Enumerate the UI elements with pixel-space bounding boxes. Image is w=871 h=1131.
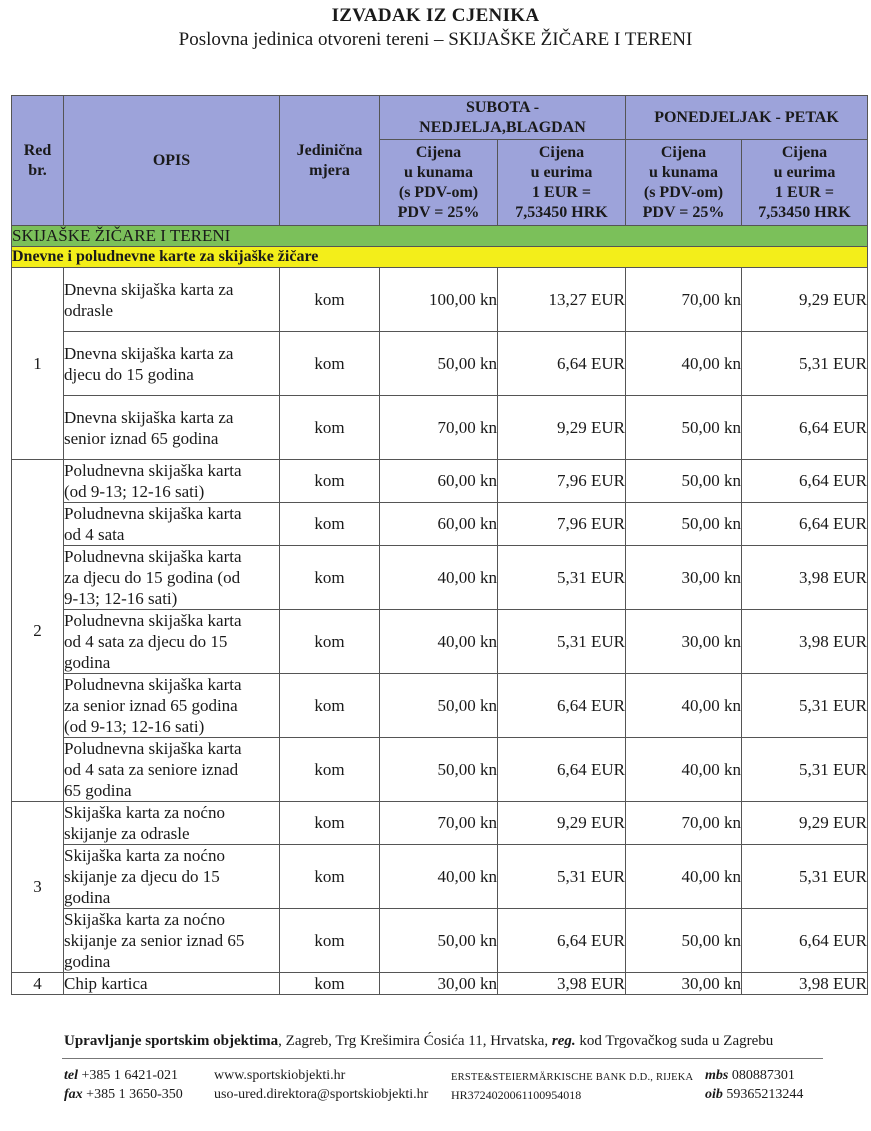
footer-tel-value: +385 1 6421-021 xyxy=(81,1068,179,1083)
section-heading: SKIJAŠKE ŽIČARE I TERENI xyxy=(12,226,868,247)
header-red-br-line1: Red xyxy=(23,141,52,159)
row-description xyxy=(64,909,280,973)
footer-divider xyxy=(62,1058,823,1059)
table-row xyxy=(12,909,868,973)
desc-line: za senior iznad 65 godina xyxy=(64,696,238,715)
footer-org-name: Upravljanje sportskim objektima xyxy=(64,1033,279,1049)
table-row xyxy=(12,610,868,674)
row-unit: kom xyxy=(280,268,380,332)
header-line: 7,53450 HRK xyxy=(758,203,851,221)
row-unit: kom xyxy=(280,546,380,610)
header-group-weekend-line2: NEDJELJA,BLAGDAN xyxy=(419,118,586,136)
desc-line: Skijaška karta za noćno xyxy=(64,910,225,929)
price-weekend-eur: 5,31 EUR xyxy=(498,845,626,909)
desc-line: Poludnevna skijaška karta xyxy=(64,504,242,523)
desc-line: Poludnevna skijaška karta xyxy=(64,675,242,694)
price-weekday-kn: 50,00 kn xyxy=(626,460,742,503)
desc-line: Skijaška karta za noćno xyxy=(64,846,225,865)
table-row xyxy=(12,503,868,546)
desc-line: odrasle xyxy=(64,300,114,320)
desc-line: skijanje za odrasle xyxy=(64,824,190,843)
document-subtitle: Poslovna jedinica otvoreni tereni – SKIJAŠKE ŽIČARE I TERENI xyxy=(178,29,693,50)
row-description xyxy=(64,332,280,396)
price-weekend-kn: 70,00 kn xyxy=(380,802,498,845)
price-weekend-kn: 60,00 kn xyxy=(380,460,498,503)
header-red-br-line2: br. xyxy=(28,161,47,179)
header-group-weekend-line1: SUBOTA - xyxy=(465,98,540,116)
footer-oib-label: oib xyxy=(705,1087,723,1102)
price-weekday-eur: 6,64 EUR xyxy=(742,909,868,973)
price-weekday-kn: 30,00 kn xyxy=(626,610,742,674)
row-description xyxy=(64,268,280,332)
desc-line: Dnevna skijaška karta za xyxy=(64,407,234,427)
header-line: (s PDV-om) xyxy=(398,183,479,201)
price-weekend-eur: 3,98 EUR xyxy=(498,973,626,995)
footer-email-link[interactable]: uso-ured.direktora@sportskiobjekti.hr xyxy=(214,1087,429,1102)
price-weekday-eur: 9,29 EUR xyxy=(742,268,868,332)
footer-iban: HR3724020061100954018 xyxy=(451,1088,582,1102)
price-weekend-kn: 40,00 kn xyxy=(380,610,498,674)
desc-line: Chip kartica xyxy=(64,974,148,993)
price-weekend-kn: 100,00 kn xyxy=(380,268,498,332)
desc-line: Dnevna skijaška karta za xyxy=(64,343,234,363)
desc-line: (od 9-13; 12-16 sati) xyxy=(64,717,205,736)
price-weekend-kn: 40,00 kn xyxy=(380,845,498,909)
price-weekend-kn: 50,00 kn xyxy=(380,674,498,738)
footer-org-address: , Zagreb, Trg Krešimira Ćosića 11, Hrvatska, xyxy=(278,1033,552,1049)
header-red-br xyxy=(12,96,64,226)
price-weekend-eur: 6,64 EUR xyxy=(498,674,626,738)
row-unit: kom xyxy=(280,332,380,396)
header-weekend-eur xyxy=(498,140,626,226)
header-weekday-kn xyxy=(626,140,742,226)
desc-line: Poludnevna skijaška karta xyxy=(64,739,242,758)
price-weekend-kn: 30,00 kn xyxy=(380,973,498,995)
row-number: 1 xyxy=(12,268,64,460)
desc-line: djecu do 15 godina xyxy=(64,364,194,384)
footer-organization xyxy=(64,1033,773,1050)
price-weekend-eur: 6,64 EUR xyxy=(498,909,626,973)
footer-court: kod Trgovačkog suda u Zagrebu xyxy=(575,1033,774,1049)
row-unit: kom xyxy=(280,396,380,460)
footer-mbs xyxy=(705,1068,795,1084)
table-row xyxy=(12,973,868,995)
desc-line: Skijaška karta za noćno xyxy=(64,803,225,822)
header-opis: OPIS xyxy=(64,96,280,226)
desc-line: godina xyxy=(64,653,111,672)
price-weekday-eur: 5,31 EUR xyxy=(742,845,868,909)
header-line: u kunama xyxy=(404,163,473,181)
row-unit: kom xyxy=(280,973,380,995)
header-line: Cijena xyxy=(538,143,585,161)
footer-mbs-value: 080887301 xyxy=(731,1068,795,1083)
footer-fax xyxy=(64,1087,183,1103)
row-number: 2 xyxy=(12,460,64,802)
price-weekday-kn: 70,00 kn xyxy=(626,802,742,845)
row-unit: kom xyxy=(280,738,380,802)
row-number: 3 xyxy=(12,802,64,973)
price-weekday-eur: 5,31 EUR xyxy=(742,674,868,738)
price-weekday-eur: 5,31 EUR xyxy=(742,738,868,802)
header-weekend-kn xyxy=(380,140,498,226)
price-weekday-eur: 6,64 EUR xyxy=(742,396,868,460)
price-weekend-eur: 6,64 EUR xyxy=(498,738,626,802)
row-number: 4 xyxy=(12,973,64,995)
header-line: u eurima xyxy=(530,163,593,181)
row-description xyxy=(64,802,280,845)
footer-reg-label: reg. xyxy=(551,1033,576,1049)
price-weekend-eur: 7,96 EUR xyxy=(498,503,626,546)
header-line: 1 EUR = xyxy=(532,183,591,201)
header-jedinicna-line1: Jedinična xyxy=(296,141,363,159)
price-weekend-kn: 40,00 kn xyxy=(380,546,498,610)
header-line: Cijena xyxy=(660,143,707,161)
footer-tel xyxy=(64,1068,178,1084)
subsection-heading: Dnevne i poludnevne karte za skijaške žičare xyxy=(12,247,868,268)
price-weekday-eur: 6,64 EUR xyxy=(742,460,868,503)
row-description xyxy=(64,460,280,503)
desc-line: godina xyxy=(64,888,111,907)
price-weekday-eur: 9,29 EUR xyxy=(742,802,868,845)
table-row xyxy=(12,674,868,738)
header-line: Cijena xyxy=(781,143,828,161)
row-description xyxy=(64,973,280,995)
price-weekday-eur: 3,98 EUR xyxy=(742,973,868,995)
row-unit: kom xyxy=(280,802,380,845)
price-weekend-kn: 70,00 kn xyxy=(380,396,498,460)
table-row xyxy=(12,546,868,610)
price-weekday-kn: 70,00 kn xyxy=(626,268,742,332)
price-weekday-kn: 50,00 kn xyxy=(626,503,742,546)
desc-line: Poludnevna skijaška karta xyxy=(64,611,242,630)
row-description xyxy=(64,503,280,546)
price-weekday-kn: 40,00 kn xyxy=(626,332,742,396)
header-line: 1 EUR = xyxy=(775,183,834,201)
table-row xyxy=(12,460,868,503)
header-group-weekday: PONEDJELJAK - PETAK xyxy=(626,96,868,140)
row-unit: kom xyxy=(280,610,380,674)
price-weekend-eur: 13,27 EUR xyxy=(498,268,626,332)
table-row xyxy=(12,738,868,802)
table-row xyxy=(12,845,868,909)
header-line: u eurima xyxy=(773,163,836,181)
footer-oib-value: 59365213244 xyxy=(726,1087,804,1102)
footer-fax-value: +385 1 3650-350 xyxy=(86,1087,183,1102)
price-weekend-eur: 9,29 EUR xyxy=(498,802,626,845)
row-description xyxy=(64,610,280,674)
price-weekday-kn: 50,00 kn xyxy=(626,909,742,973)
price-weekday-eur: 3,98 EUR xyxy=(742,546,868,610)
desc-line: od 4 sata za djecu do 15 xyxy=(64,632,228,651)
price-weekend-kn: 50,00 kn xyxy=(380,332,498,396)
row-unit: kom xyxy=(280,845,380,909)
table-row xyxy=(12,268,868,332)
table-row xyxy=(12,332,868,396)
price-weekend-eur: 6,64 EUR xyxy=(498,332,626,396)
price-weekend-kn: 50,00 kn xyxy=(380,738,498,802)
desc-line: 9-13; 12-16 sati) xyxy=(64,589,178,608)
desc-line: za djecu do 15 godina (od xyxy=(64,568,241,587)
price-weekend-eur: 9,29 EUR xyxy=(498,396,626,460)
table-row xyxy=(12,802,868,845)
row-unit: kom xyxy=(280,674,380,738)
row-description xyxy=(64,738,280,802)
row-description xyxy=(64,845,280,909)
price-weekend-eur: 5,31 EUR xyxy=(498,546,626,610)
price-table xyxy=(11,95,868,995)
price-weekday-kn: 40,00 kn xyxy=(626,738,742,802)
header-line: (s PDV-om) xyxy=(643,183,724,201)
price-weekend-kn: 50,00 kn xyxy=(380,909,498,973)
desc-line: skijanje za senior iznad 65 xyxy=(64,931,245,950)
desc-line: skijanje za djecu do 15 xyxy=(64,867,220,886)
header-line: PDV = 25% xyxy=(397,203,480,221)
price-weekday-kn: 30,00 kn xyxy=(626,546,742,610)
price-weekday-kn: 40,00 kn xyxy=(626,674,742,738)
document-title: IZVADAK IZ CJENIKA xyxy=(331,5,540,26)
desc-line: od 4 sata xyxy=(64,525,125,544)
footer-bank: ERSTE&STEIERMÄRKISCHE BANK D.D., RIJEKA xyxy=(451,1072,694,1083)
price-weekday-kn: 40,00 kn xyxy=(626,845,742,909)
desc-line: 65 godina xyxy=(64,781,132,800)
price-weekday-kn: 50,00 kn xyxy=(626,396,742,460)
footer-oib xyxy=(705,1087,803,1103)
row-unit: kom xyxy=(280,460,380,503)
desc-line: od 4 sata za seniore iznad xyxy=(64,760,239,779)
desc-line: Poludnevna skijaška karta xyxy=(64,461,242,480)
header-line: u kunama xyxy=(649,163,718,181)
footer-tel-label: tel xyxy=(64,1068,78,1083)
header-line: Cijena xyxy=(415,143,462,161)
row-unit: kom xyxy=(280,503,380,546)
row-description xyxy=(64,396,280,460)
header-jedinicna-mjera xyxy=(280,96,380,226)
price-weekend-kn: 60,00 kn xyxy=(380,503,498,546)
price-weekday-eur: 3,98 EUR xyxy=(742,610,868,674)
footer-fax-label: fax xyxy=(64,1087,83,1102)
header-weekday-eur xyxy=(742,140,868,226)
price-weekend-eur: 7,96 EUR xyxy=(498,460,626,503)
price-weekday-kn: 30,00 kn xyxy=(626,973,742,995)
footer-mbs-label: mbs xyxy=(705,1068,729,1083)
row-description xyxy=(64,674,280,738)
footer-website-link[interactable]: www.sportskiobjekti.hr xyxy=(214,1068,346,1083)
header-group-weekend xyxy=(380,96,626,140)
row-unit: kom xyxy=(280,909,380,973)
price-weekday-eur: 5,31 EUR xyxy=(742,332,868,396)
desc-line: senior iznad 65 godina xyxy=(64,428,219,448)
price-weekday-eur: 6,64 EUR xyxy=(742,503,868,546)
row-description xyxy=(64,546,280,610)
desc-line: Poludnevna skijaška karta xyxy=(64,547,242,566)
desc-line: (od 9-13; 12-16 sati) xyxy=(64,482,205,501)
header-jedinicna-line2: mjera xyxy=(309,161,350,179)
header-line: 7,53450 HRK xyxy=(515,203,608,221)
table-row xyxy=(12,396,868,460)
header-line: PDV = 25% xyxy=(642,203,725,221)
desc-line: godina xyxy=(64,952,111,971)
price-weekend-eur: 5,31 EUR xyxy=(498,610,626,674)
desc-line: Dnevna skijaška karta za xyxy=(64,279,234,299)
